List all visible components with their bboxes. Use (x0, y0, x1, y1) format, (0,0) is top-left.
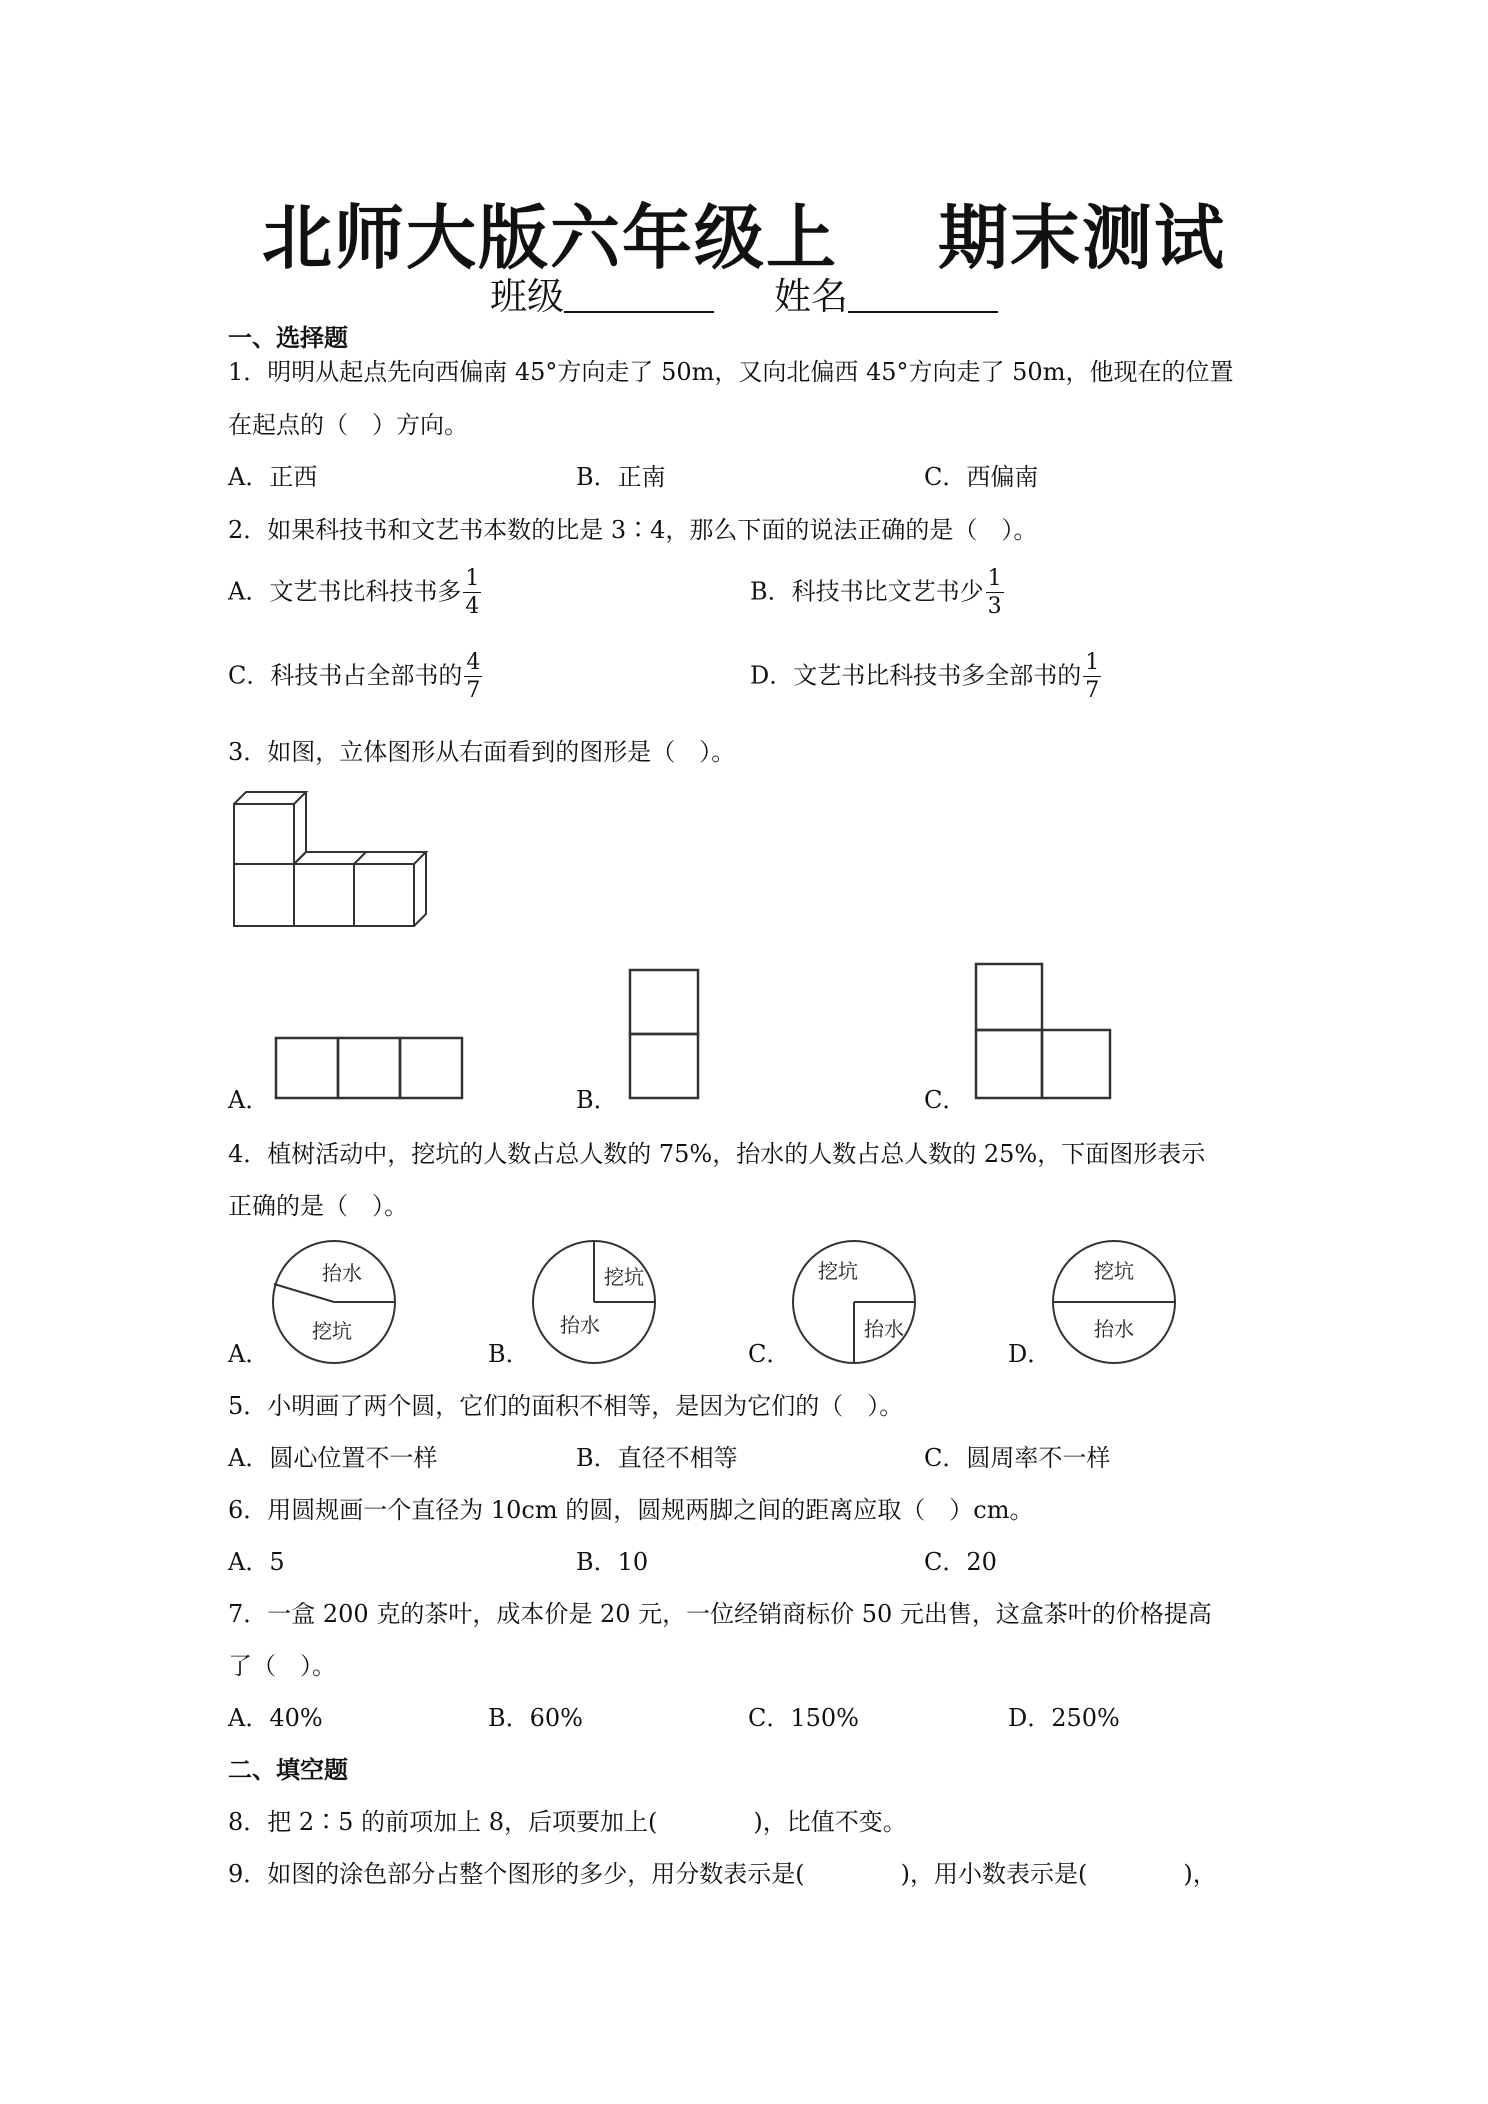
q1-option-c[interactable]: C．西偏南 (924, 463, 1039, 491)
q6-option-b[interactable]: B．10 (576, 1548, 649, 1576)
q2-option-d-fraction: $\frac{1}{7}$ (1085, 650, 1100, 703)
q3-option-a-figure[interactable] (274, 1036, 464, 1100)
q4-d-water-label: 抬水 (1094, 1317, 1134, 1341)
q3-option-c-figure[interactable] (974, 962, 1114, 1100)
name-blank[interactable] (848, 277, 998, 313)
cube-solid-figure (230, 782, 450, 930)
q4-option-c-pie[interactable] (790, 1238, 918, 1366)
q7-option-c[interactable]: C．150% (748, 1704, 859, 1732)
q1-option-a[interactable]: A．正西 (228, 463, 318, 491)
q6-option-c[interactable]: C．20 (924, 1548, 997, 1576)
q4-c-dig-label: 挖坑 (818, 1259, 858, 1283)
q1-option-b[interactable]: B．正南 (576, 463, 666, 491)
q4-b-water-label: 抬水 (560, 1313, 600, 1337)
q4-option-b-label[interactable]: B． (488, 1340, 530, 1368)
q5-option-a[interactable]: A．圆心位置不一样 (228, 1444, 438, 1472)
q4-a-water-label: 抬水 (322, 1261, 362, 1285)
question-1-line1: 1．明明从起点先向西偏南 45°方向走了 50m，又向北偏西 45°方向走了 50m，他现在的位置 (228, 358, 1234, 386)
q2-option-a[interactable] (228, 568, 481, 618)
q2-option-d-text: D．文艺书比科技书多全部书的 (750, 661, 1082, 690)
q4-a-dig-label: 挖坑 (312, 1319, 352, 1343)
q2-option-a-text: A．文艺书比科技书多 (228, 577, 462, 606)
question-6: 6．用圆规画一个直径为 10cm 的圆，圆规两脚之间的距离应取（ ）cm。 (228, 1496, 1034, 1524)
class-blank[interactable] (564, 277, 714, 313)
q4-option-a-label[interactable]: A． (228, 1340, 270, 1368)
question-7-line2: 了（ ）。 (228, 1652, 336, 1680)
q2-option-b-fraction: $\frac{1}{3}$ (987, 566, 1002, 619)
question-3: 3．如图，立体图形从右面看到的图形是（ ）。 (228, 738, 736, 766)
q4-option-c-label[interactable]: C． (748, 1340, 791, 1368)
q5-option-b[interactable]: B．直径不相等 (576, 1444, 738, 1472)
class-label: 班级 (490, 275, 564, 318)
q2-option-c-text: C．科技书占全部书的 (228, 661, 463, 690)
section-heading-fill: 二、填空题 (228, 1756, 348, 1784)
q2-option-b[interactable] (750, 568, 1004, 618)
question-1-line2: 在起点的（ ）方向。 (228, 411, 468, 439)
question-5: 5．小明画了两个圆，它们的面积不相等，是因为它们的（ ）。 (228, 1392, 904, 1420)
q2-option-a-fraction: $\frac{1}{4}$ (465, 566, 480, 619)
q7-option-d[interactable]: D．250% (1008, 1704, 1120, 1732)
question-4-line2: 正确的是（ ）。 (228, 1192, 408, 1220)
name-label: 姓名 (774, 275, 848, 318)
student-info-line (0, 266, 1488, 320)
q4-c-water-label: 抬水 (864, 1317, 904, 1341)
question-4-line1: 4．植树活动中，挖坑的人数占总人数的 75%，抬水的人数占总人数的 25%，下面图形表示 (228, 1140, 1206, 1168)
q5-option-c[interactable]: C．圆周率不一样 (924, 1444, 1111, 1472)
question-7-line1: 7．一盒 200 克的茶叶，成本价是 20 元，一位经销商标价 50 元出售，这盒茶叶的价格提高 (228, 1600, 1212, 1628)
page-title: 北师大版六年级上 期末测试 (262, 197, 1226, 279)
q7-option-a[interactable]: A．40% (228, 1704, 323, 1732)
q3-option-c-label[interactable]: C． (924, 1086, 967, 1114)
q4-d-dig-label: 挖坑 (1094, 1259, 1134, 1283)
q4-option-d-pie[interactable] (1050, 1238, 1178, 1366)
q4-option-d-label[interactable]: D． (1008, 1340, 1052, 1368)
question-8: 8．把 2∶5 的前项加上 8，后项要加上( )，比值不变。 (228, 1808, 907, 1836)
q4-option-b-pie[interactable] (530, 1238, 658, 1366)
q2-option-b-text: B．科技书比文艺书少 (750, 577, 984, 606)
q3-option-b-figure[interactable] (628, 968, 700, 1100)
q3-option-b-label[interactable]: B． (576, 1086, 618, 1114)
q3-option-a-label[interactable]: A． (228, 1086, 270, 1114)
q4-b-dig-label: 挖坑 (604, 1265, 644, 1289)
q6-option-a[interactable]: A．5 (228, 1548, 285, 1576)
q7-option-b[interactable]: B．60% (488, 1704, 583, 1732)
q2-option-c-fraction: $\frac{4}{7}$ (466, 650, 481, 703)
section-heading-choice: 一、选择题 (228, 324, 348, 352)
q4-option-a-pie[interactable] (270, 1238, 398, 1366)
question-9: 9．如图的涂色部分占整个图形的多少，用分数表示是( )，用小数表示是( )， (228, 1860, 1217, 1888)
q2-option-d[interactable] (750, 652, 1101, 702)
question-2: 2．如果科技书和文艺书本数的比是 3∶4，那么下面的说法正确的是（ ）。 (228, 516, 1038, 544)
q2-option-c[interactable] (228, 652, 482, 702)
